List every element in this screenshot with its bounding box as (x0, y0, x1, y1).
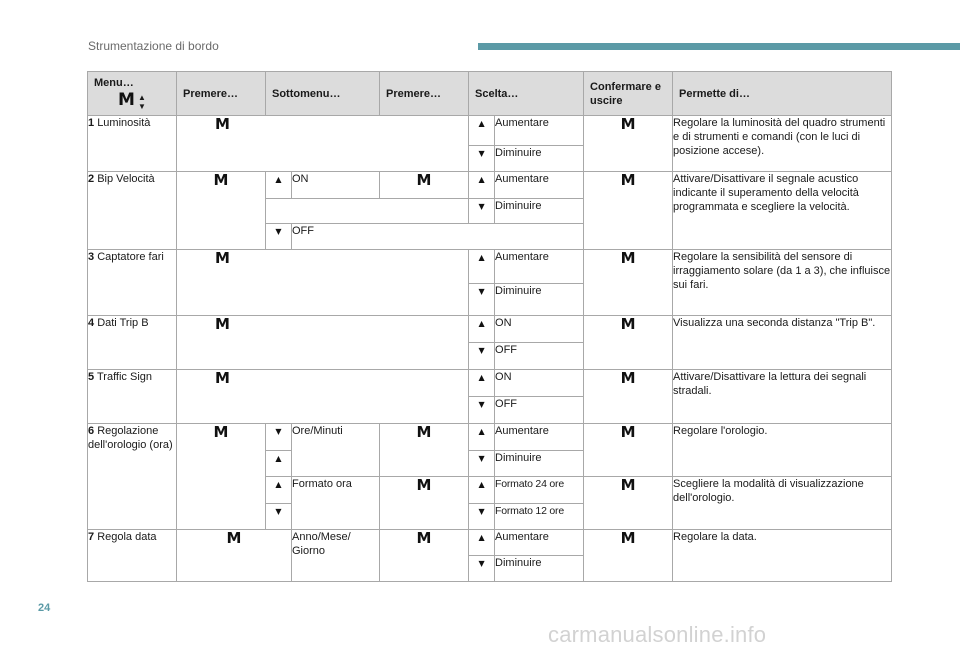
m-key-icon: M (416, 529, 432, 548)
table-header-row (88, 72, 892, 116)
menu-up-down-icon: M ▲ ▼ (118, 90, 146, 112)
header-confirm: Confermare e uscire (584, 72, 673, 116)
header-menu: Menu… M ▲ ▼ (88, 72, 177, 116)
m-key-icon: M (213, 171, 229, 190)
arrow-up-icon: ▲ (478, 427, 485, 437)
table-row: ▲ ▼ Diminuire (88, 451, 892, 477)
m-key-icon: M (215, 249, 230, 268)
page-number: 24 (38, 602, 51, 614)
m-key-icon: M (620, 249, 636, 268)
arrow-up-icon: ▲ (478, 319, 485, 329)
table-row: 1 Luminosità M ▲ Aumentare M Regolare la luminosità del quadro strumenti e di strumenti e comandi (con le luci di posizione accese). (88, 116, 892, 146)
row-label: 5 Traffic Sign (88, 370, 177, 424)
m-key-icon: M (620, 423, 636, 442)
m-key-icon: M (620, 171, 636, 190)
header-press-1: Premere… (177, 72, 266, 116)
m-key-icon: M (620, 115, 636, 134)
arrow-down-icon: ▼ (478, 149, 485, 159)
row-label: 1 Luminosità (88, 116, 177, 172)
table-row: 7 Regola data M Anno/Mese/ Giorno M ▲ Aumentare M Regolare la data. (88, 530, 892, 556)
row-label: 7 Regola data (88, 530, 177, 582)
row-label: 4 Dati Trip B (88, 316, 177, 370)
row-label: 3 Captatore fari (88, 250, 177, 316)
header-submenu: Sottomenu… (266, 72, 380, 116)
arrow-down-icon: ▼ (478, 346, 485, 356)
table-row: ▼ OFF (88, 343, 892, 370)
m-key-icon: M (215, 369, 230, 388)
arrow-down-icon: ▼ (478, 507, 485, 517)
section-accent-bar (478, 43, 960, 50)
m-key-icon: M (215, 115, 230, 134)
arrow-up-icon: ▲ (478, 533, 485, 543)
table-row: 6 Regolazione dell'orologio (ora) M ▼ Ore/Minuti M ▲ Aumentare M Regolare l'orologio. (88, 424, 892, 451)
table-row: ▼ Diminuire (88, 284, 892, 316)
table-row: 4 Dati Trip B M ▲ ON M Visualizza una seconda distanza "Trip B". (88, 316, 892, 343)
arrow-down-icon: ▼ (478, 559, 485, 569)
m-key-icon: M (620, 315, 636, 334)
arrow-up-icon: ▲ (275, 454, 282, 464)
table-row: ▼ Diminuire (88, 556, 892, 582)
table-row: ▼ Diminuire (88, 146, 892, 172)
arrow-up-icon: ▲ (478, 373, 485, 383)
header-choice: Scelta… (469, 72, 584, 116)
m-key-icon: M (416, 476, 432, 495)
table-row: ▼ ▼ Formato 12 ore (88, 504, 892, 530)
arrow-up-icon: ▲ (478, 480, 485, 490)
arrow-down-icon: ▼ (275, 427, 282, 437)
menu-settings-table (87, 71, 892, 582)
header-allows: Permette di… (673, 72, 892, 116)
m-key-icon: M (226, 529, 242, 548)
m-key-icon: M (620, 369, 636, 388)
m-key-icon: M (416, 423, 432, 442)
arrow-up-icon: ▲ (478, 119, 485, 129)
arrow-up-icon: ▲ (275, 480, 282, 490)
press-cell (177, 116, 469, 172)
table-row: ▲ Formato ora M ▲ Formato 24 ore M Scegliere la modalità di visualizzazione dell'orologio. (88, 477, 892, 504)
arrow-down-icon: ▼ (275, 227, 282, 237)
row-label: 6 Regolazione dell'orologio (ora) (88, 424, 177, 530)
table-row: 3 Captatore fari M ▲ Aumentare M Regolare la sensibilità del sensore di irraggiamento solare (da 1 a 3), che influisce sui fari. (88, 250, 892, 284)
arrow-down-icon: ▼ (275, 507, 282, 517)
table-row: 2 Bip Velocità M ▲ ON M ▲ Aumentare M Attivare/Disattivare il segnale acustico indicante il superamento della velocità programmata e scegliere la velocità. (88, 172, 892, 199)
row-label: 2 Bip Velocità (88, 172, 177, 250)
arrow-down-icon: ▼ (478, 400, 485, 410)
m-key-icon: M (416, 171, 432, 190)
arrow-up-icon: ▲ (275, 175, 282, 185)
table-row: ▼ OFF (88, 224, 892, 250)
table-row: 5 Traffic Sign M ▲ ON M Attivare/Disattivare la lettura dei segnali stradali. (88, 370, 892, 397)
table-row: ▼ OFF (88, 397, 892, 424)
m-key-icon: M (620, 476, 636, 495)
arrow-down-icon: ▼ (478, 454, 485, 464)
section-title: Strumentazione di bordo (88, 39, 219, 53)
watermark: carmanualsonline.info (548, 622, 767, 647)
arrow-down-icon: ▼ (478, 287, 485, 297)
table-row: ▼ Diminuire (88, 199, 892, 224)
arrow-up-icon: ▲ (478, 253, 485, 263)
m-key-icon: M (620, 529, 636, 548)
arrow-down-icon: ▼ (478, 202, 485, 212)
header-press-2: Premere… (380, 72, 469, 116)
m-key-icon: M (213, 423, 229, 442)
arrow-up-icon: ▲ (478, 175, 485, 185)
m-key-icon: M (215, 315, 230, 334)
